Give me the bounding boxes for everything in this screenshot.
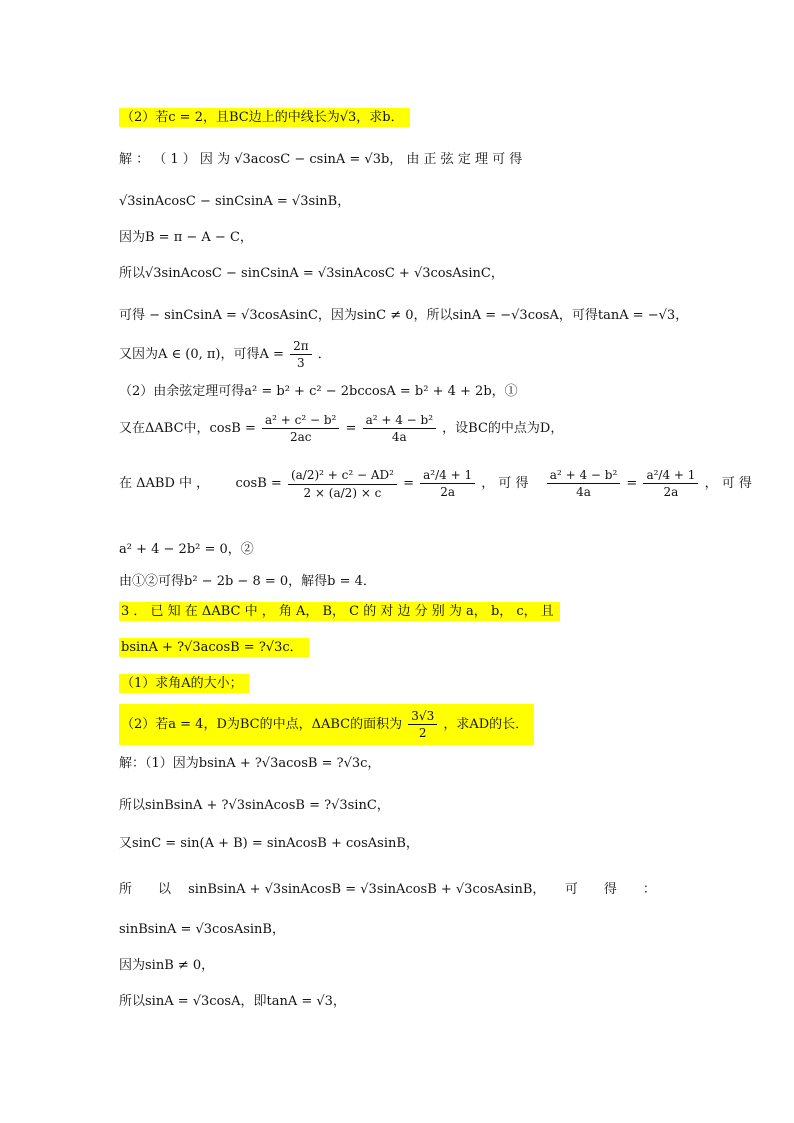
denominator: 3 [297,356,305,370]
equation-line: 又sinC = sin(A + B) = sinAcosB + cosAsinB， [119,836,419,851]
numerator: a² + c² − b² [262,412,339,429]
text: ． [317,347,331,362]
text: ， 可 得 [704,476,752,491]
equation-line: 因为B = π − A − C， [119,230,253,245]
highlight: （1）求角A的大小； [119,674,249,693]
text: cosB = [235,476,282,491]
text: 在 ΔABD 中 ， [119,476,210,491]
solution-line: 解 ： （ 1 ） 因 为 √3acosC − csinA = √3b， 由 正 弦 定 理 可 得 [119,152,523,167]
highlight: 3 ． 已 知 在 ΔABC 中 ， 角 A， B， C 的 对 边 分 别 为 a， b， c， 且 [119,602,560,621]
denominator: 4a [576,485,591,499]
question-part-2 [119,108,410,128]
numerator: 2π [290,338,312,355]
equation-line: a² + 4 − 2b² = 0，② [119,542,254,557]
equation-line: 所以sinA = √3cosA，即tanA = √3， [119,994,346,1009]
question-3-cont [119,638,309,658]
fraction [288,466,397,501]
text: = [403,476,414,491]
equation-line: 所 以 sinBsinA + √3sinAcosB = √3sinAcosB + √3cosAsinB， 可 得 ： [119,882,656,897]
denominator: 2a [440,485,456,499]
numerator: a² + 4 − b² [363,412,436,429]
question-3-part-2 [119,704,534,745]
text: = [626,476,638,491]
equation-line: 所以sinBsinA + ?√3sinAcosB = ?√3sinC， [119,798,390,813]
denominator: 2ac [289,430,312,444]
text: = [345,421,357,436]
equation-line: sinBsinA = √3cosAsinB， [119,922,285,937]
fraction [643,467,698,500]
numerator: 3√3 [408,708,437,725]
numerator: a²/4 + 1 [643,467,698,484]
numerator: (a/2)² + c² − AD² [288,466,397,485]
fraction [420,467,475,500]
denominator: 4a [391,430,407,444]
denominator: 2 [418,726,427,740]
text: 又在ΔABC中，cosB = [119,421,256,436]
equation-line: （2）由余弦定理可得a² = b² + c² − 2bccosA = b² + 4 + 2b，① [119,384,518,399]
fraction [262,412,339,445]
denominator: 2 × (a/2) × c [303,486,382,500]
fraction [290,338,312,371]
question-3-part-1 [119,674,249,694]
text: ，设BC的中点为D， [442,421,564,436]
text: ，求AD的长． [443,717,529,732]
question-3 [119,602,560,622]
highlight: bsinA + ?√3acosB = ?√3c． [119,638,309,657]
denominator: 2a [663,485,679,499]
equation-line: 可得 − sinCsinA = √3cosAsinC，因为sinC ≠ 0，所以sinA = −√3cosA，可得tanA = −√3， [119,308,689,323]
equation-line [119,412,563,445]
equation-line: 由①②可得b² − 2b − 8 = 0，解得b = 4． [119,574,376,589]
fraction [408,708,437,741]
fraction [363,412,436,445]
solution-line: 解：（1）因为bsinA + ?√3acosB = ?√3c， [119,756,381,771]
highlight [119,704,534,745]
equation-line: √3sinAcosC − sinCsinA = √3sinB， [119,194,351,209]
equation-line: 所以√3sinAcosC − sinCsinA = √3sinAcosC + √3cosAsinC， [119,266,504,281]
numerator: a²/4 + 1 [420,467,475,484]
text: 又因为A ∈ (0, π)，可得A = [119,347,284,362]
equation-line [119,466,752,501]
numerator: a² + 4 − b² [547,467,620,484]
text: （2）若a = 4，D为BC的中点，ΔABC的面积为 [121,717,403,732]
text: ， 可 得 [481,476,529,491]
highlight: （2）若c = 2，且BC边上的中线长为√3，求b． [119,108,410,127]
equation-line: 因为sinB ≠ 0， [119,958,215,973]
fraction [547,467,620,500]
equation-line [119,338,331,371]
